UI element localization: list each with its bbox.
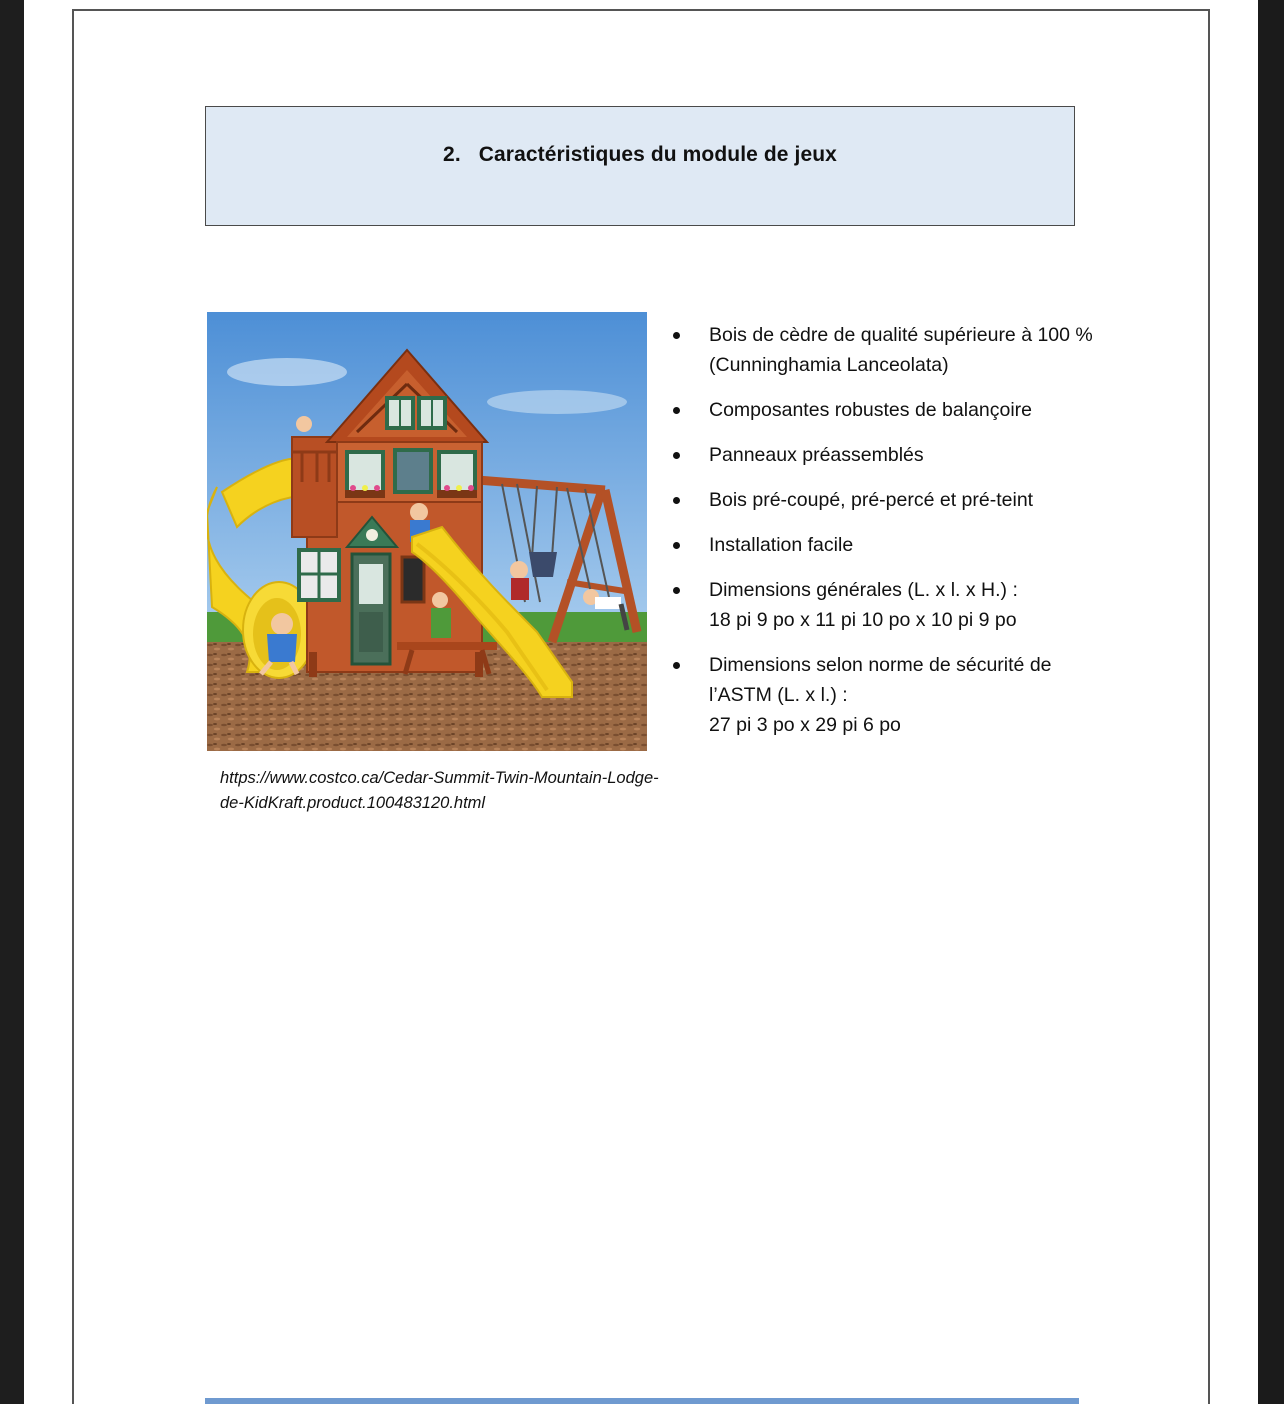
section-title (206, 143, 1074, 167)
feature-item (664, 650, 1134, 740)
feature-line: Installation facile (709, 534, 854, 556)
feature-line: Bois pré-coupé, pré-percé et pré-teint (709, 489, 1034, 511)
bullet-icon (673, 332, 680, 339)
bullet-icon (673, 452, 680, 459)
bullet-icon (673, 587, 680, 594)
feature-line: Dimensions selon norme de sécurité de (709, 654, 1052, 676)
bullet-icon (673, 497, 680, 504)
section-title-text: Caractéristiques du module de jeux (478, 143, 837, 166)
feature-line: 18 pi 9 po x 11 pi 10 po x 10 pi 9 po (709, 609, 1017, 631)
viewer-scroll-gutter[interactable] (1258, 0, 1284, 1404)
feature-line: l’ASTM (L. x l.) : (709, 684, 848, 706)
section-number: 2. (443, 143, 461, 166)
feature-line: (Cunninghamia Lanceolata) (709, 354, 949, 376)
bullet-icon (673, 407, 680, 414)
feature-line: Dimensions générales (L. x l. x H.) : (709, 579, 1018, 601)
feature-item (664, 395, 1134, 425)
playset-photo (207, 312, 647, 751)
bullet-icon (673, 662, 680, 669)
feature-item (664, 485, 1134, 515)
feature-line: 27 pi 3 po x 29 pi 6 po (709, 714, 901, 736)
feature-line: Bois de cèdre de qualité supérieure à 100 % (709, 324, 1093, 346)
feature-line: Panneaux préassemblés (709, 444, 924, 466)
document-page (24, 0, 1258, 1404)
feature-item (664, 440, 1134, 470)
section-header-box (205, 106, 1075, 226)
feature-item (664, 320, 1134, 380)
feature-item (664, 575, 1134, 635)
feature-item (664, 530, 1134, 560)
bullet-icon (673, 542, 680, 549)
image-source-caption: https://www.costco.ca/Cedar-Summit-Twin-Mountain-Lodge-de-KidKraft.product.100483120.html (220, 769, 659, 812)
feature-line: Composantes robustes de balançoire (709, 399, 1033, 421)
next-section-header-edge (205, 1398, 1079, 1404)
feature-list (664, 320, 1134, 755)
